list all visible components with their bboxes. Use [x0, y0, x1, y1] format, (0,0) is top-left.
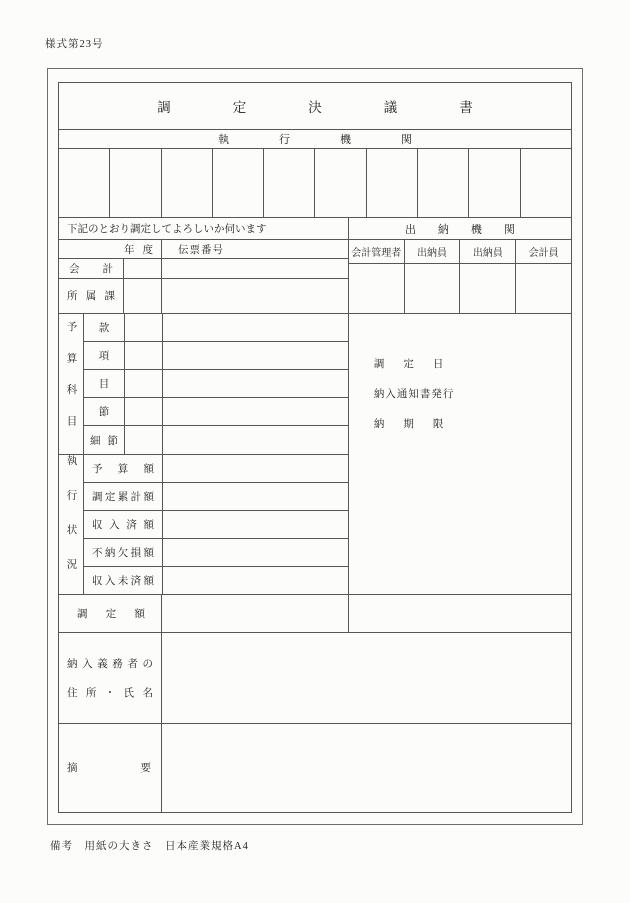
treasury-role-teller: 出納員: [459, 240, 515, 263]
budget-code-cell: [124, 426, 162, 453]
fiscal-year-label: 年度: [124, 244, 161, 256]
form-main-area: [59, 217, 571, 632]
budget-row-saisetsu: [84, 425, 348, 453]
treasury-seal-row: [349, 263, 571, 313]
treasury-role-accountant: 会計員: [515, 240, 571, 263]
treasury-column: [348, 218, 571, 632]
execution-value-cell: [162, 567, 348, 594]
account-value-cell: [161, 259, 348, 278]
executive-organ-seal-row: [59, 148, 571, 218]
execution-row-assessed-total: [84, 482, 348, 510]
payment-deadline-label: 納期限: [373, 419, 463, 431]
inquiry-text: 下記のとおり調定してよろしいか伺います: [67, 224, 267, 236]
budget-row-setsu: [84, 397, 348, 425]
remarks-row: [59, 723, 571, 812]
payer-label-line1: 納入義務者の: [67, 658, 153, 670]
form-title: 調定決議書: [157, 99, 535, 115]
executive-seal-cell: [366, 149, 417, 218]
budget-value-cell: [162, 314, 348, 341]
treasury-seal-cell: [404, 264, 460, 313]
payer-value-cell: [161, 633, 571, 722]
payer-row: [59, 632, 571, 722]
treasury-seal-cell: [349, 264, 404, 313]
budget-code-cell: [124, 314, 162, 341]
executive-seal-cell: [468, 149, 519, 218]
payer-label-line2: 住所・氏名: [67, 687, 153, 699]
form-table: [58, 82, 572, 813]
execution-row-loss: [84, 538, 348, 566]
executive-seal-cell: [520, 149, 571, 218]
execution-value-cell: [162, 539, 348, 566]
assessment-amount-label: 調定額: [77, 609, 145, 621]
budget-section: [59, 313, 348, 454]
budget-value-cell: [162, 342, 348, 369]
dates-cell: [349, 313, 571, 594]
footer-note: 備考 用紙の大きさ 日本産業規格A4: [50, 841, 249, 852]
treasury-role-accounting-manager: 会計管理者: [351, 248, 402, 260]
execution-row-budget-amount: [84, 455, 348, 482]
execution-row-label: 収入未済額: [92, 576, 154, 588]
execution-row-unreceived: [84, 566, 348, 594]
budget-row-moku: [84, 369, 348, 397]
assessment-amount-value-cell: [161, 595, 348, 632]
header-fields-row: [59, 239, 348, 258]
budget-row-label: 款: [98, 323, 110, 334]
budget-row-label: 項: [98, 351, 110, 363]
execution-value-cell: [162, 455, 348, 482]
execution-value-cell: [162, 511, 348, 538]
execution-section-label: 執行状況: [65, 455, 77, 594]
department-row: [59, 278, 348, 313]
execution-value-cell: [162, 483, 348, 510]
department-code-cell: [123, 279, 161, 313]
department-value-cell: [161, 279, 348, 313]
budget-row-label: 節: [98, 407, 110, 419]
executive-seal-cell: [263, 149, 314, 218]
treasury-role-teller: 出納員: [404, 240, 460, 263]
executive-organ-header: 執行機関: [59, 129, 571, 148]
executive-seal-cell: [314, 149, 365, 218]
assessment-date-label: 調定日: [373, 359, 463, 371]
executive-seal-cell: [161, 149, 212, 218]
account-row: [59, 258, 348, 278]
budget-code-cell: [124, 370, 162, 397]
remarks-label: 摘要: [67, 763, 151, 775]
form-number-label: 様式第23号: [45, 39, 104, 50]
payment-notice-issue-label: 納入通知書発行: [373, 389, 455, 401]
budget-value-cell: [162, 398, 348, 425]
treasury-organ-header: 出納機関: [404, 223, 537, 236]
execution-row-label: 収入済額: [92, 519, 154, 531]
account-label: 会計: [69, 264, 113, 276]
budget-value-cell: [162, 370, 348, 397]
treasury-seal-cell: [459, 264, 515, 313]
budget-section-label: 予算科目: [65, 320, 77, 447]
execution-row-received: [84, 510, 348, 538]
budget-row-label: 細節: [90, 435, 118, 447]
executive-seal-cell: [212, 149, 263, 218]
budget-code-cell: [124, 342, 162, 369]
account-code-cell: [123, 259, 161, 278]
treasury-seal-cell: [515, 264, 571, 313]
right-blank-cell: [349, 594, 571, 632]
remarks-value-cell: [161, 724, 571, 812]
budget-code-cell: [124, 398, 162, 425]
executive-seal-cell: [109, 149, 160, 218]
payer-label: [59, 633, 161, 722]
executive-seal-cell: [417, 149, 468, 218]
budget-row-kan: [84, 314, 348, 341]
assessment-amount-row: [59, 594, 348, 632]
main-left-column: [59, 218, 348, 632]
budget-value-cell: [162, 426, 348, 453]
treasury-role-headers: [349, 239, 571, 263]
department-label: 所属課: [67, 291, 115, 303]
execution-section: [59, 454, 348, 595]
executive-seal-cell: [59, 149, 109, 218]
execution-row-label: 予算額: [92, 463, 154, 475]
slip-number-label: 伝票番号: [161, 240, 348, 258]
budget-row-label: 目: [98, 379, 110, 391]
execution-row-label: 調定累計額: [92, 491, 154, 503]
budget-row-kou: [84, 341, 348, 369]
execution-row-label: 不納欠損額: [92, 548, 154, 560]
